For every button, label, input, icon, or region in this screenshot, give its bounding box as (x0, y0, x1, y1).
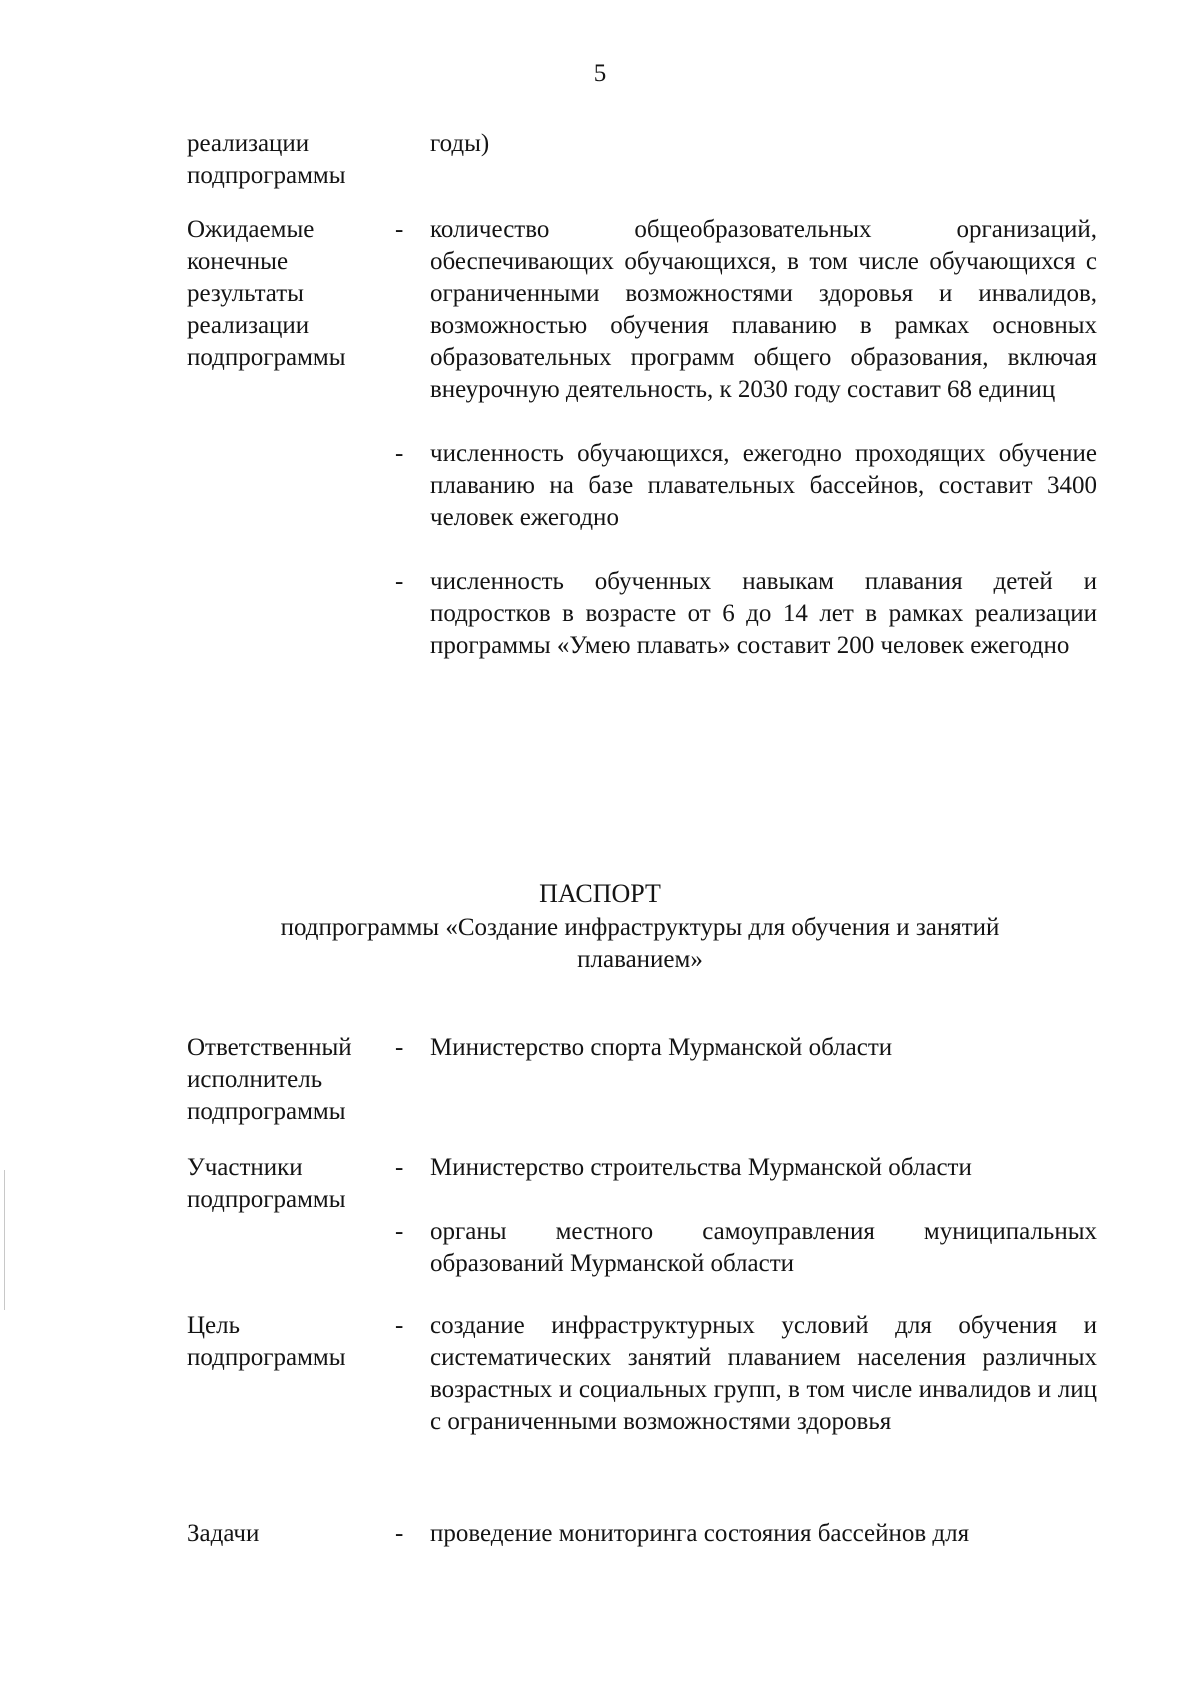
label-line: подпрограммы (187, 162, 346, 189)
dash-marker: - (395, 1154, 404, 1181)
row-items (187, 128, 1097, 192)
item-text: численность обучающихся, ежегодно проходящих обучение плаванию на базе плавательных бассейнов, составит 3400 человек ежегодно (430, 440, 1097, 531)
label-line: Цель (187, 1312, 241, 1339)
row-label: Задачи (187, 1520, 260, 1547)
dash-marker: - (395, 1218, 404, 1245)
passport-title: ПАСПОРТ (539, 879, 661, 908)
list-item (187, 214, 1097, 406)
list-item (187, 438, 1097, 534)
label-line: исполнитель (187, 1066, 323, 1093)
dash-marker: - (395, 1312, 404, 1339)
label-line: Участники (187, 1154, 303, 1181)
row-items (187, 214, 1097, 694)
list-item (187, 1310, 1097, 1438)
label-line: реализации (187, 312, 310, 339)
item-text: годы) (430, 130, 490, 157)
label-line: подпрограммы (187, 1098, 346, 1125)
page-number: 5 (593, 60, 607, 87)
list-item (187, 1032, 1097, 1064)
item-text: Министерство строительства Мурманской области (430, 1154, 972, 1181)
label-line: реализации (187, 130, 310, 157)
list-item (187, 566, 1097, 662)
row-items (187, 1518, 1097, 1582)
item-text: количество общеобразовательных организаций, обеспечивающих обучающихся, в том числе обучающихся с ограниченными возможностями здоровья и инвалидов, возможностью обучения плаванию в рамках основных образовательных программ общего образования, включая внеурочную деятельность, к 2030 году составит 68 единиц (430, 216, 1097, 403)
label-line: результаты (187, 280, 304, 307)
label-line: подпрограммы (187, 1344, 346, 1371)
row-items (187, 1032, 1097, 1096)
margin-scan-mark (4, 1170, 5, 1310)
passport-subtitle: подпрограммы «Создание инфраструктуры для обучения и занятий плаванием» (280, 914, 1000, 973)
row-items (187, 1152, 1097, 1312)
dash-marker: - (395, 568, 404, 595)
dash-marker: - (395, 216, 404, 243)
list-item (187, 128, 1097, 160)
item-text: проведение мониторинга состояния бассейнов для (430, 1520, 970, 1547)
item-text: численность обученных навыкам плавания детей и подростков в возрасте от 6 до 14 лет в рамках реализации программы «Умею плавать» составит 200 человек ежегодно (430, 568, 1097, 659)
list-item (187, 1216, 1097, 1280)
item-text: Министерство спорта Мурманской области (430, 1034, 893, 1061)
list-item (187, 1152, 1097, 1184)
row-items (187, 1310, 1097, 1470)
dash-marker: - (395, 1034, 404, 1061)
label-line: подпрограммы (187, 1186, 346, 1213)
label-line: подпрограммы (187, 344, 346, 371)
item-text: органы местного самоуправления муниципальных образований Мурманской области (430, 1218, 1097, 1277)
dash-marker: - (395, 1520, 404, 1547)
dash-marker: - (395, 440, 404, 467)
label-line: конечные (187, 248, 289, 275)
label-line: Ожидаемые (187, 216, 315, 243)
label-line: Ответственный (187, 1034, 352, 1061)
item-text: создание инфраструктурных условий для обучения и систематических занятий плаванием населения различных возрастных и социальных групп, в том числе инвалидов и лиц с ограниченными возможностями здоровья (430, 1312, 1097, 1435)
list-item (187, 1518, 1097, 1550)
